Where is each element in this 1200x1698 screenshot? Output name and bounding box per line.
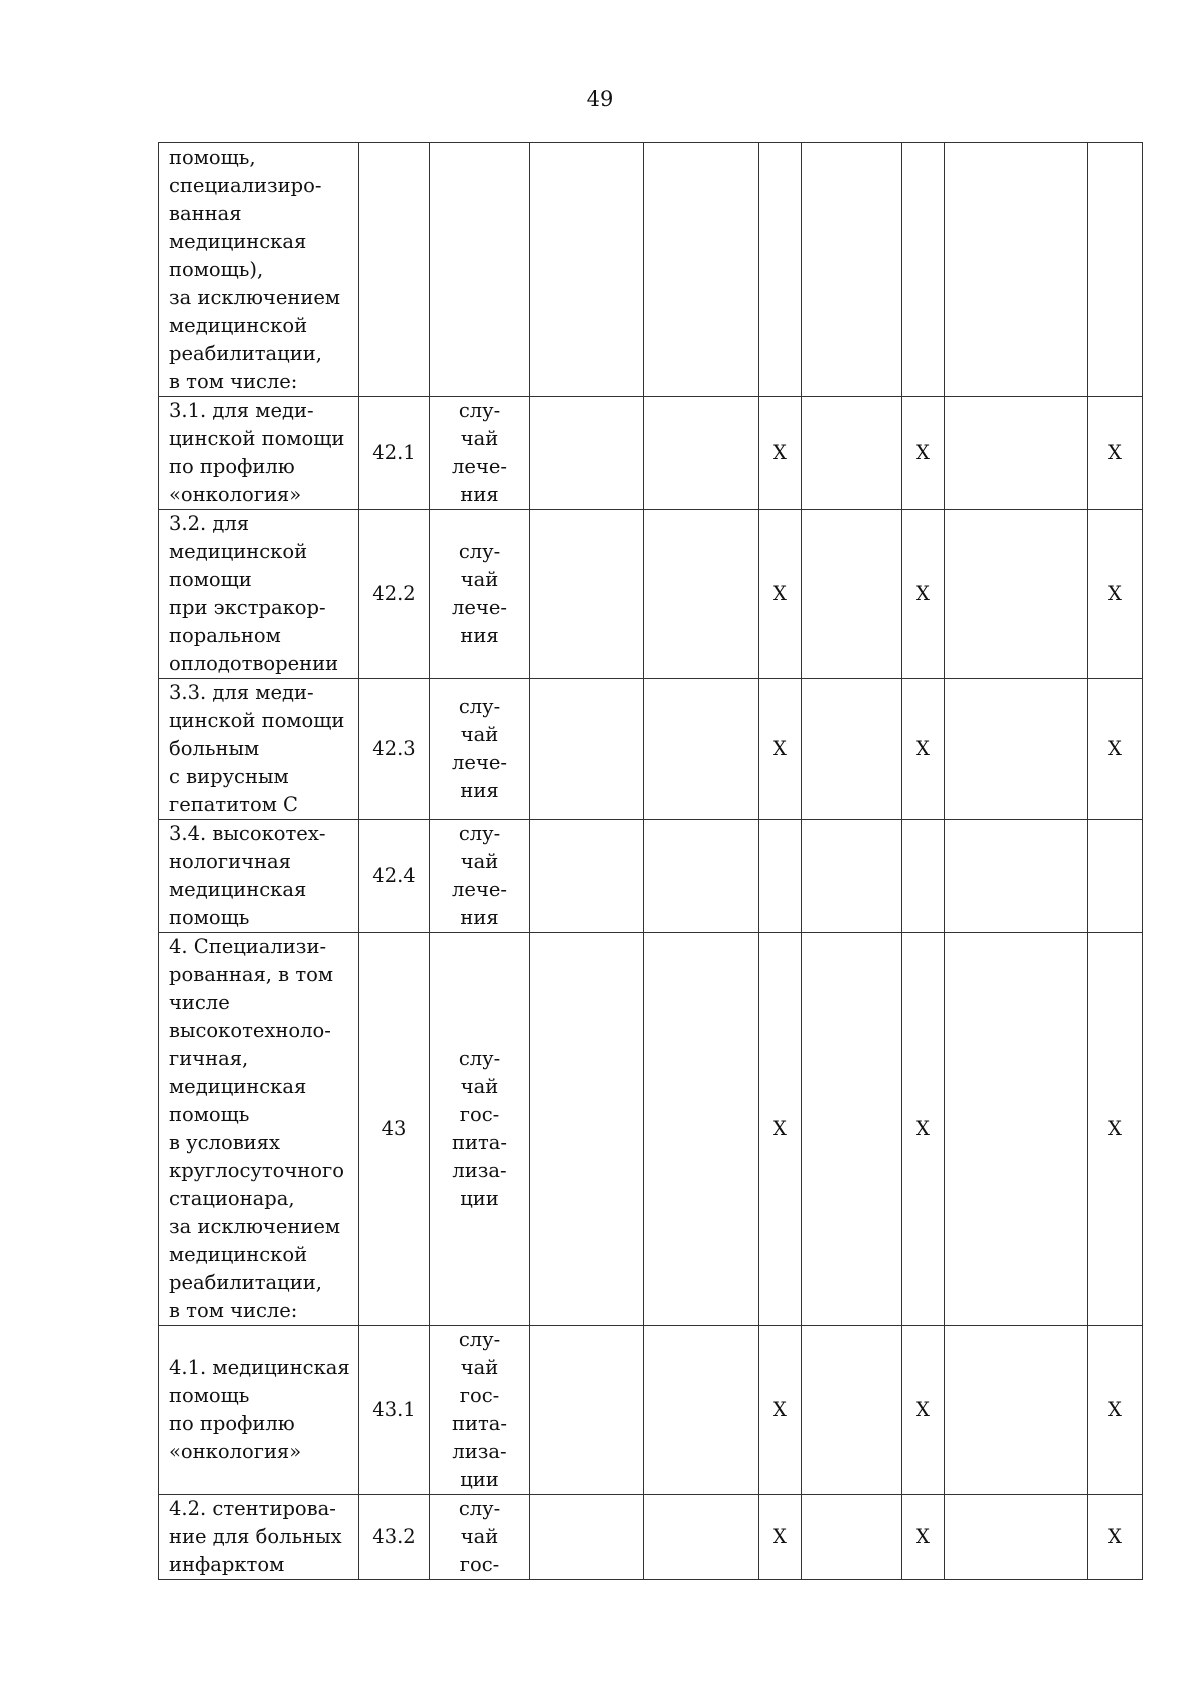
empty-cell xyxy=(530,1495,644,1580)
row-unit: слу- чай лече- ния xyxy=(430,397,530,510)
row-number: 43.2 xyxy=(359,1495,430,1580)
row-number: 43 xyxy=(359,933,430,1326)
x-mark xyxy=(759,820,802,933)
empty-cell xyxy=(802,1495,902,1580)
table-row xyxy=(159,933,1143,1326)
row-number: 42.2 xyxy=(359,510,430,679)
empty-cell xyxy=(802,397,902,510)
row-unit xyxy=(430,143,530,397)
row-name: 4.1. медицинская помощь по профилю «онкология» xyxy=(159,1326,359,1495)
empty-cell xyxy=(802,1326,902,1495)
x-mark: X xyxy=(1088,679,1143,820)
x-mark: X xyxy=(902,1326,945,1495)
row-unit: слу- чай гос- пита- лиза- ции xyxy=(430,933,530,1326)
empty-cell xyxy=(802,820,902,933)
empty-cell xyxy=(945,820,1088,933)
x-mark: X xyxy=(902,679,945,820)
x-mark: X xyxy=(1088,1495,1143,1580)
row-unit: слу- чай лече- ния xyxy=(430,510,530,679)
empty-cell xyxy=(945,933,1088,1326)
x-mark: X xyxy=(759,510,802,679)
table-row xyxy=(159,397,1143,510)
empty-cell xyxy=(644,1495,759,1580)
row-unit: слу- чай лече- ния xyxy=(430,820,530,933)
row-name: 3.2. для медицинской помощи при экстракор- поральном оплодотворении xyxy=(159,510,359,679)
x-mark: X xyxy=(902,1495,945,1580)
x-mark: X xyxy=(1088,933,1143,1326)
row-name: 4.2. стентирова- ние для больных инфарктом xyxy=(159,1495,359,1580)
empty-cell xyxy=(530,679,644,820)
empty-cell xyxy=(945,679,1088,820)
empty-cell xyxy=(530,510,644,679)
empty-cell xyxy=(802,933,902,1326)
x-mark: X xyxy=(1088,1326,1143,1495)
row-unit: слу- чай гос- пита- лиза- ции xyxy=(430,1326,530,1495)
empty-cell xyxy=(530,820,644,933)
page-number: 49 xyxy=(586,87,614,111)
row-name: 3.1. для меди- цинской помощи по профилю «онкология» xyxy=(159,397,359,510)
table-row xyxy=(159,143,1143,397)
empty-cell xyxy=(945,510,1088,679)
table-row xyxy=(159,679,1143,820)
empty-cell xyxy=(530,397,644,510)
empty-cell xyxy=(644,143,759,397)
empty-cell xyxy=(530,933,644,1326)
x-mark xyxy=(759,143,802,397)
x-mark xyxy=(902,820,945,933)
empty-cell xyxy=(945,1495,1088,1580)
x-mark xyxy=(1088,820,1143,933)
row-unit: слу- чай гос- xyxy=(430,1495,530,1580)
x-mark: X xyxy=(902,510,945,679)
row-number: 43.1 xyxy=(359,1326,430,1495)
x-mark: X xyxy=(759,397,802,510)
empty-cell xyxy=(644,820,759,933)
empty-cell xyxy=(802,679,902,820)
x-mark: X xyxy=(759,933,802,1326)
x-mark: X xyxy=(759,1326,802,1495)
empty-cell xyxy=(802,143,902,397)
empty-cell xyxy=(945,1326,1088,1495)
empty-cell xyxy=(644,679,759,820)
x-mark xyxy=(902,143,945,397)
table-row xyxy=(159,1495,1143,1580)
x-mark xyxy=(1088,143,1143,397)
empty-cell xyxy=(644,510,759,679)
empty-cell xyxy=(644,933,759,1326)
empty-cell xyxy=(530,1326,644,1495)
table-row xyxy=(159,1326,1143,1495)
row-unit: слу- чай лече- ния xyxy=(430,679,530,820)
empty-cell xyxy=(644,397,759,510)
table-row xyxy=(159,510,1143,679)
table-row xyxy=(159,820,1143,933)
x-mark: X xyxy=(1088,397,1143,510)
row-name: 3.4. высокотех- нологичная медицинская помощь xyxy=(159,820,359,933)
row-number xyxy=(359,143,430,397)
row-name: 3.3. для меди- цинской помощи больным с вирусным гепатитом С xyxy=(159,679,359,820)
row-number: 42.1 xyxy=(359,397,430,510)
data-table xyxy=(158,142,1143,1580)
empty-cell xyxy=(530,143,644,397)
x-mark: X xyxy=(759,1495,802,1580)
x-mark: X xyxy=(902,933,945,1326)
empty-cell xyxy=(644,1326,759,1495)
x-mark: X xyxy=(1088,510,1143,679)
empty-cell xyxy=(945,143,1088,397)
x-mark: X xyxy=(759,679,802,820)
row-number: 42.4 xyxy=(359,820,430,933)
empty-cell xyxy=(802,510,902,679)
row-name: помощь, специализиро- ванная медицинская помощь), за исключением медицинской реабилитации, в том числе: xyxy=(159,143,359,397)
x-mark: X xyxy=(902,397,945,510)
empty-cell xyxy=(945,397,1088,510)
row-name: 4. Специализи- рованная, в том числе высокотехноло- гичная, медицинская помощь в условиях круглосуточного стационара, за исключением медицинской реабилитации, в том числе: xyxy=(159,933,359,1326)
row-number: 42.3 xyxy=(359,679,430,820)
